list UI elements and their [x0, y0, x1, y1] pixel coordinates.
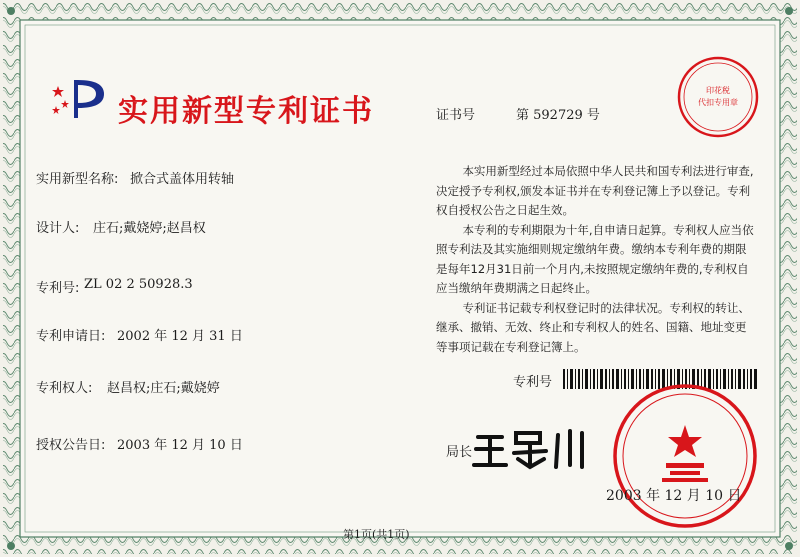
body-paragraph-1: 本实用新型经过本局依照中华人民共和国专利法进行审查,决定授予专利权,颁发本证书并在专利登记簿上予以登记。专利权自授权公告之日起生效。 [436, 164, 754, 217]
barcode-label: 专利号 [513, 375, 553, 390]
director-label: 局长 [446, 445, 473, 460]
issue-date: 2003 年 12 月 10 日 [606, 488, 742, 504]
sipo-logo-icon [50, 76, 110, 122]
application-date-label: 专利申请日: [36, 329, 106, 344]
body-paragraph-3: 专利证书记载专利权登记时的法律状况。专利权的转让、继承、撤销、无效、终止和专利权人的姓名、国籍、地址变更等事项记载在专利登记簿上。 [436, 300, 750, 354]
utility-model-name-label: 实用新型名称: [36, 172, 119, 187]
certificate-body [436, 162, 756, 357]
patent-holder: 赵昌权;庄石;戴娆婷 [107, 381, 220, 396]
utility-model-name: 掀合式盖体用转轴 [130, 172, 235, 187]
body-paragraph-2: 本专利的专利期限为十年,自申请日起算。专利权人应当依照专利法及其实施细则规定缴纳年费。缴纳本专利年费的期限是每年12月31日前一个月内,未按照规定缴纳年费的,专利权自应当缴纳年费期满之日起终止。 [436, 222, 754, 295]
state-ip-office-seal [612, 383, 758, 529]
page-footer: 第1页(共1页) [343, 528, 410, 541]
application-date: 2002 年 12 月 31 日 [117, 329, 243, 344]
grant-date-label: 授权公告日: [36, 438, 106, 453]
svg-text:印花税: 印花税 [706, 86, 730, 95]
designer-label: 设计人: [36, 221, 80, 236]
director-signature [472, 427, 587, 471]
patent-holder-label: 专利权人: [36, 381, 93, 396]
certificate-number: 第 592729 号 [516, 108, 600, 123]
certificate-title: 实用新型专利证书 [118, 94, 374, 129]
svg-text:代扣专用章: 代扣专用章 [698, 98, 738, 107]
certificate-number-label: 证书号 [436, 108, 476, 123]
tax-stamp-seal [676, 55, 760, 139]
patent-number-label: 专利号: [36, 281, 80, 296]
patent-number: ZL 02 2 50928.3 [84, 277, 193, 292]
grant-date: 2003 年 12 月 10 日 [117, 438, 243, 453]
designer-value: 庄石;戴娆婷;赵昌权 [93, 221, 206, 236]
